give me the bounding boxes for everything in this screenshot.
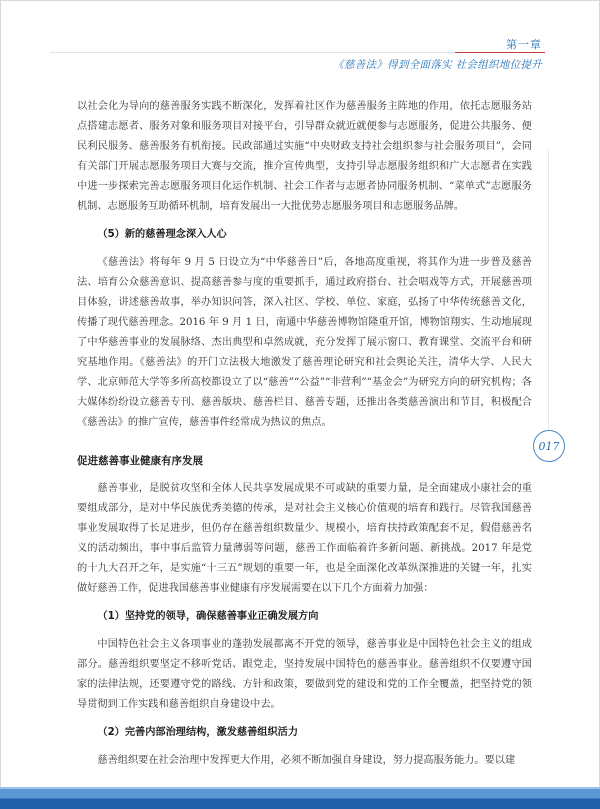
footer-stripes [0, 787, 600, 809]
page-number-badge [533, 430, 565, 462]
header-rule [50, 52, 455, 53]
footer-stripe [0, 798, 600, 799]
footer-stripe [0, 787, 600, 789]
chapter-label: 第一章 [506, 38, 542, 51]
body-text [77, 97, 532, 771]
paragraph: 中国特色社会主义各项事业的蓬勃发展都离不开党的领导，慈善事业是中国特色社会主义的组成部分。慈善组织要坚定不移听党话、跟党走，坚持发展中国特色的慈善事业。慈善组织不仅要遵守国家的法律法规，还要遵守党的路线、方针和政策，要做到党的建设和党的工作全覆盖，把坚持党的领导贯彻到工作实践和慈善组织自身建设中去。 [77, 639, 532, 710]
footer-band [0, 787, 600, 809]
side-decoration-line [548, 150, 549, 430]
section-title: 促进慈善事业健康有序发展 [77, 455, 203, 467]
paragraph: 慈善组织要在社会治理中发挥更大作用，必须不断加强自身建设，努力提高服务能力。要以建 [97, 755, 516, 766]
page-number: 017 [538, 439, 560, 453]
chapter-subtitle: 《慈善法》得到全面落实 社会组织地位提升 [333, 59, 542, 71]
paragraph: 《慈善法》将每年 9 月 5 日设立为“中华慈善日”后，各地高度重视，将其作为进一步普及慈善法、培育公众慈善意识、提高慈善参与度的重要抓手，通过政府搭台、社会唱戏等方式，开展慈善项目体验，讲述慈善故事，举办知识问答，深入社区、学校、单位、家庭，弘扬了中华传统慈善文化，传播了现代慈善理念。2016 年 9 月 1 日，南通中华慈善博物馆隆重开馆，博物馆翔实、生动地展现了中华慈善事业的发展脉络、杰出典型和卓然成就，充分发挥了展示窗口、教育课堂、交流平台和研究基地作用。《慈善法》的开门立法极大地激发了慈善理论研究和社会舆论关注，清华大学、人民大学、北京师范大学等多所高校都设立了以“慈善”“公益”“非营利”“基金会”为研究方向的研究机构；各大媒体纷纷设立慈善专刊、慈善版块、慈善栏目、慈善专题，还推出各类慈善演出和节目，积极配合《慈善法》的推广宣传，慈善事件经常成为热议的焦点。 [77, 257, 532, 428]
header-rule-accent [455, 52, 545, 53]
subheading: （5）新的慈善理念深入人心 [97, 229, 227, 240]
subheading: （1）坚持党的领导，确保慈善事业正确发展方向 [97, 611, 319, 622]
subheading: （2）完善内部治理结构，激发慈善组织活力 [97, 727, 299, 738]
paragraph: 慈善事业，是脱贫攻坚和全体人民共享发展成果不可或缺的重要力量，是全面建成小康社会的重要组成部分，是对中华民族优秀美德的传承，是对社会主义核心价值观的培育和践行。尽管我国慈善事业发展取得了长足进步，但仍存在慈善组织数量少、规模小，培育扶持政策配套不足，假借慈善名义的活动频出，事中事后监管力量薄弱等问题，慈善工作面临着许多新问题、新挑战。2017 年是党的十九大召开之年，是实施“十三五”规划的重要一年，也是全面深化改革纵深推进的关键一年，扎实做好慈善工作，促进我国慈善事业健康有序发展需要在以下几个方面着力加强： [77, 483, 532, 594]
paragraph: 以社会化为导向的慈善服务实践不断深化，发挥着社区作为慈善服务主阵地的作用，依托志愿服务站点搭建志愿者、服务对象和服务项目对接平台，引导群众就近就便参与志愿服务，促进公共服务、便民利民服务、慈善服务有机衔接。民政部通过实施“中央财政支持社会组织参与社会服务项目”，会同有关部门开展志愿服务项目大赛与交流，推介宣传典型，支持引导志愿服务组织和广大志愿者在实践中进一步探索完善志愿服务项目化运作机制、社会工作者与志愿者协同服务机制、“菜单式”志愿服务机制、志愿服务互助循环机制，培育发展出一大批优势志愿服务项目和志愿服务品牌。 [77, 101, 532, 212]
